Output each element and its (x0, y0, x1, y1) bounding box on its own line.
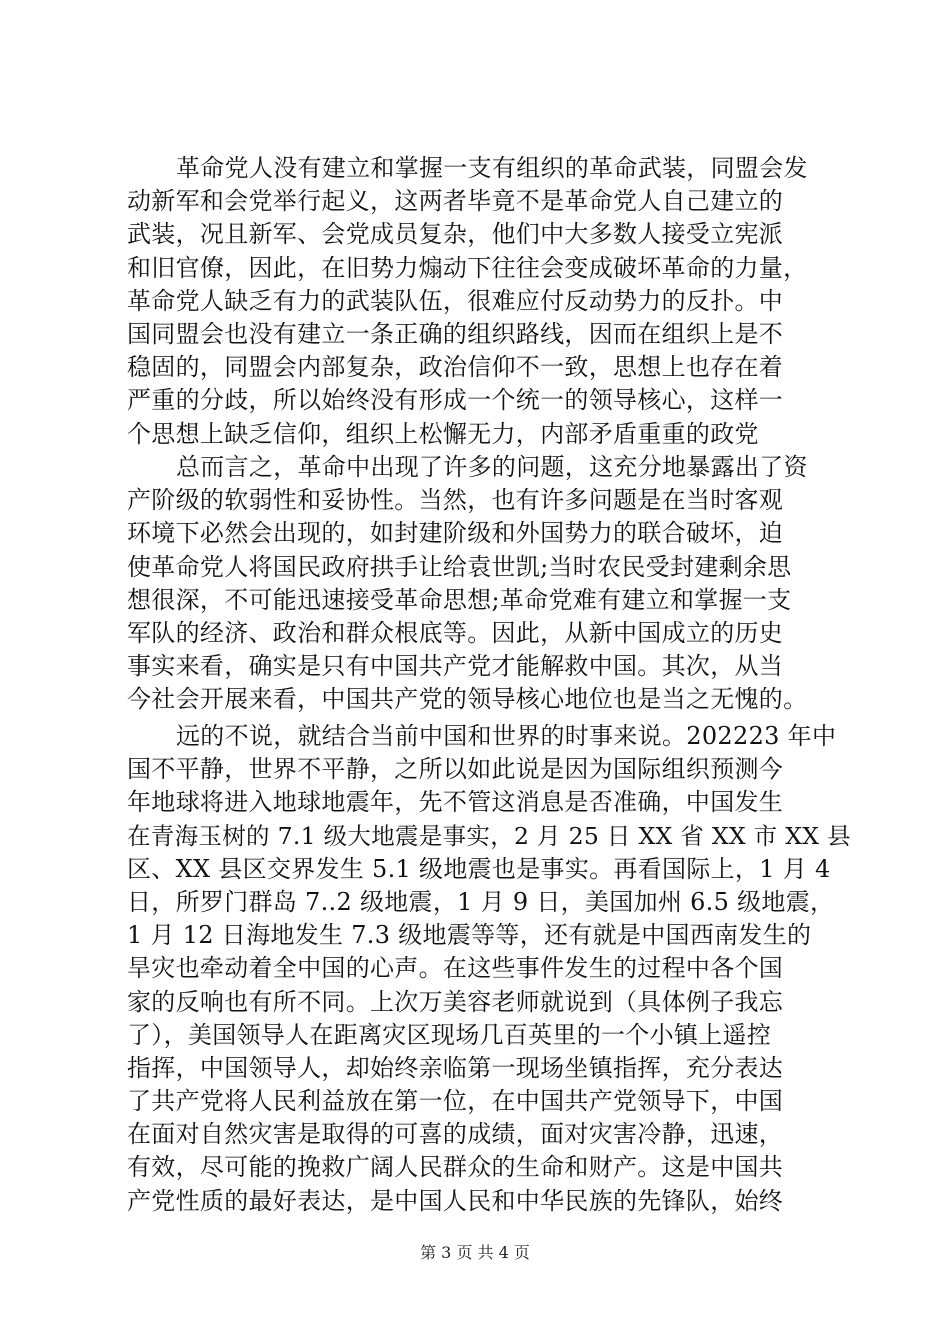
text-line: 了共产党将人民利益放在第一位，在中国共产党领导下，中国 (127, 1087, 784, 1116)
page-number: 第 3 页 共 4 页 (420, 1243, 530, 1262)
text-line: 革命党人缺乏有力的武装队伍，很难应付反动势力的反扑。中 (127, 286, 784, 315)
text-line: 指挥，中国领导人，却始终亲临第一现场坐镇指挥，充分表达 (127, 1053, 784, 1082)
text-line: 日，所罗门群岛 7..2 级地震，1 月 9 日，美国加州 6.5 级地震， (127, 887, 835, 916)
text-line: 今社会开展来看，中国共产党的领导核心地位也是当之无愧的。 (127, 685, 808, 714)
text-line: 产党性质的最好表达，是中国人民和中华民族的先锋队，始终 (127, 1186, 784, 1215)
page-footer (0, 1243, 950, 1263)
text-line: 事实来看，确实是只有中国共产党才能解救中国。其次，从当 (127, 652, 784, 681)
text-line: 稳固的，同盟会内部复杂，政治信仰不一致，思想上也存在着 (127, 353, 784, 382)
paragraph-2 (127, 451, 853, 717)
text-line: 军队的经济、政治和群众根底等。因此，从新中国成立的历史 (127, 618, 784, 647)
text-line: 有效，尽可能的挽救广阔人民群众的生命和财产。这是中国共 (127, 1153, 784, 1182)
text-line: 了），美国领导人在距离灾区现场几百英里的一个小镇上遥控 (127, 1020, 772, 1049)
text-line: 环境下必然会出现的，如封建阶级和外国势力的联合破坏，迫 (127, 519, 784, 548)
text-line: 旱灾也牵动着全中国的心声。在这些事件发生的过程中各个国 (127, 954, 784, 983)
text-line: 国同盟会也没有建立一条正确的组织路线，因而在组织上是不 (127, 319, 784, 348)
text-line: 在面对自然灾害是取得的可喜的成绩，面对灾害冷静，迅速， (127, 1120, 784, 1149)
text-line: 使革命党人将国民政府拱手让给袁世凯;当时农民受封建剩余思 (127, 552, 792, 581)
text-line: 产阶级的软弱性和妥协性。当然，也有许多问题是在当时客观 (127, 486, 784, 515)
text-line: 武装，况且新军、会党成员复杂，他们中大多数人接受立宪派 (127, 220, 784, 249)
text-line: 1 月 12 日海地发生 7.3 级地震等等，还有就是中国西南发生的 (127, 921, 812, 950)
text-line: 区、XX 县区交界发生 5.1 级地震也是事实。再看国际上，1 月 4 (127, 854, 831, 883)
text-line: 总而言之，革命中出现了许多的问题，这充分地暴露出了资 (176, 453, 808, 481)
text-line: 年地球将进入地球地震年，先不管这消息是否准确，中国发生 (127, 788, 784, 817)
text-line: 想很深，不可能迅速接受革命思想;革命党难有建立和掌握一支 (127, 585, 792, 614)
text-line: 国不平静，世界不平静，之所以如此说是因为国际组织预测今 (127, 755, 784, 784)
text-line: 个思想上缺乏信仰，组织上松懈无力，内部矛盾重重的政党 (127, 419, 759, 448)
text-line: 和旧官僚，因此，在旧势力煽动下往往会变成破坏革命的力量， (127, 253, 808, 282)
text-line: 家的反响也有所不同。上次万美容老师就说到（具体例子我忘 (127, 987, 784, 1016)
text-line: 动新军和会党举行起义，这两者毕竟不是革命党人自己建立的 (127, 187, 784, 216)
text-line: 严重的分歧，所以始终没有形成一个统一的领导核心，这样一 (127, 386, 784, 415)
text-line: 革命党人没有建立和掌握一支有组织的革命武装，同盟会发 (176, 154, 808, 182)
text-line: 在青海玉树的 7.1 级大地震是事实，2 月 25 日 XX 省 XX 市 XX 县 (127, 821, 851, 850)
paragraph-1 (127, 152, 853, 451)
text-line: 远的不说，就结合当前中国和世界的时事来说。202223 年中 (176, 722, 837, 750)
paragraph-3 (127, 720, 853, 1218)
